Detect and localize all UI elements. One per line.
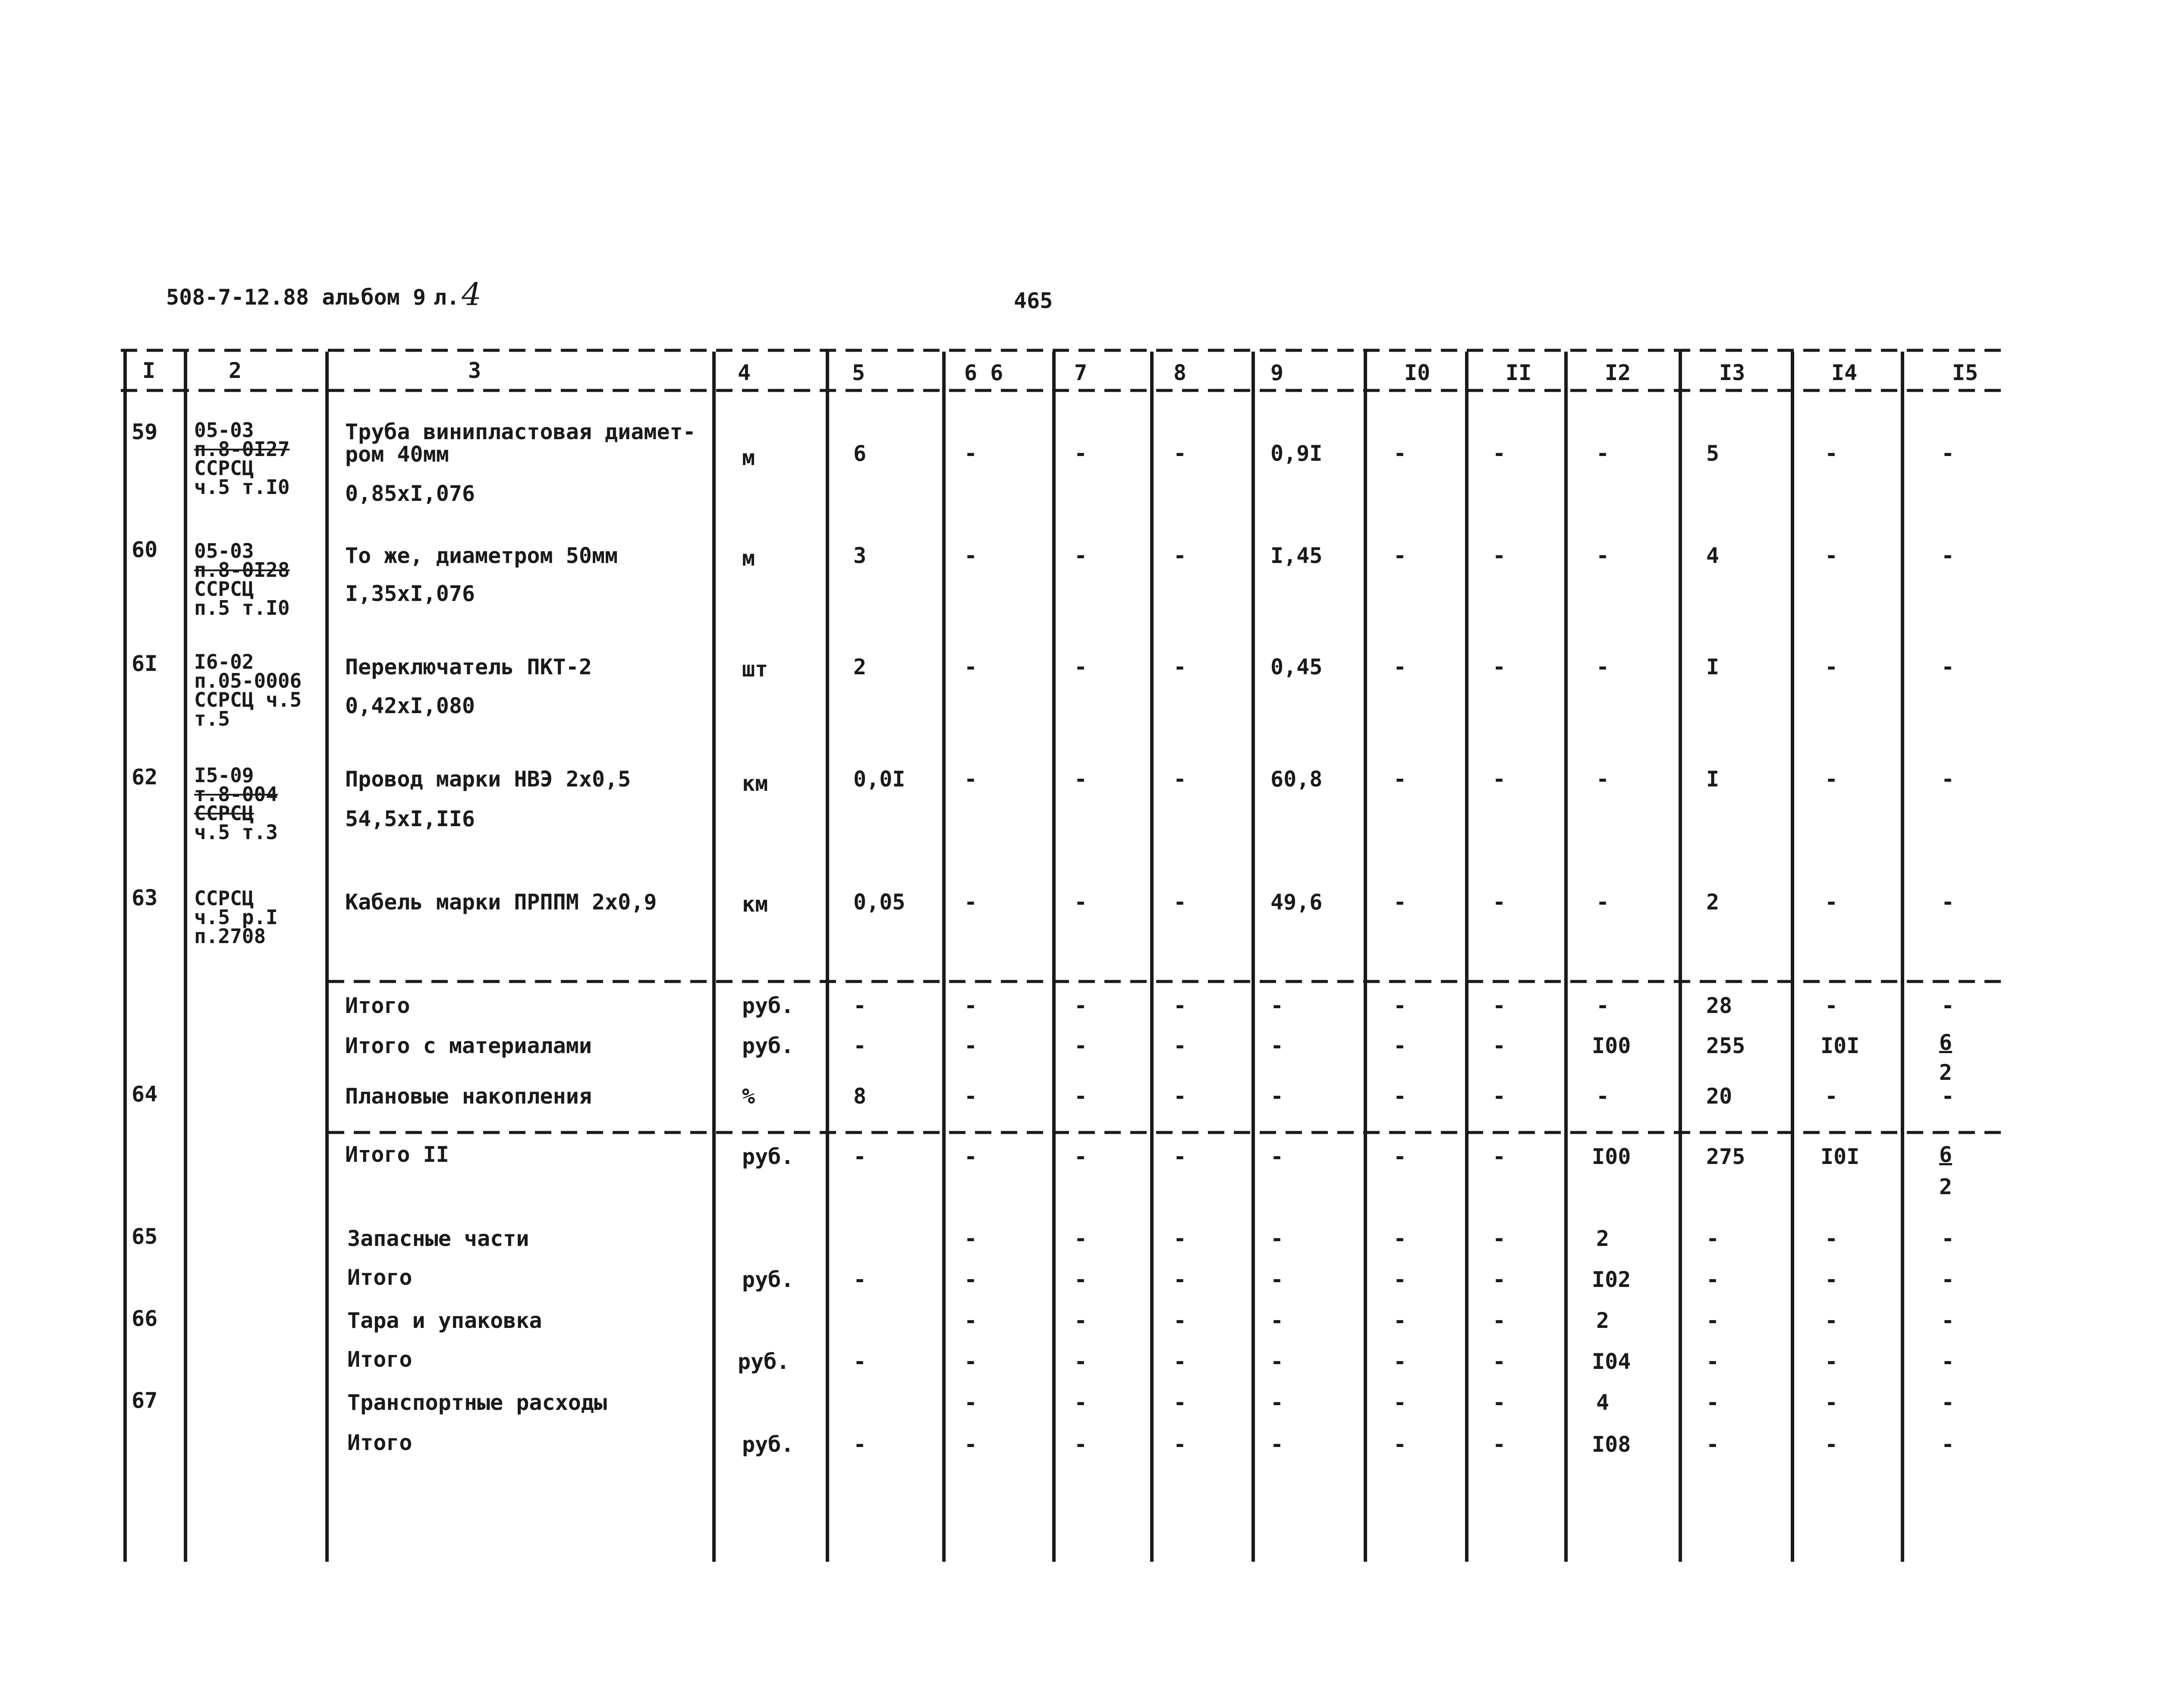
cell-col14: - (1825, 767, 1838, 792)
cell-col10: - (1393, 767, 1407, 792)
summary-label: Плановые накопления (345, 1084, 592, 1109)
row-number: 59 (132, 419, 158, 444)
col-header-6: 6 6 (964, 360, 1003, 385)
summary-col6: - (964, 1226, 978, 1251)
summary-col15: - (1941, 1390, 1955, 1415)
cell-col10: - (1393, 441, 1407, 466)
item-formula: 0,85хI,076 (345, 481, 475, 506)
summary-col10: - (1393, 993, 1407, 1018)
cell-col6: - (964, 543, 978, 568)
summary-col10: - (1393, 1432, 1407, 1457)
cell-col6: - (964, 767, 978, 792)
cell-col7: - (1074, 441, 1088, 466)
summary-col8: - (1173, 1267, 1187, 1292)
summary-col7: - (1074, 993, 1088, 1018)
cell-col7: - (1074, 767, 1088, 792)
summary-col10: - (1393, 1267, 1407, 1292)
summary-label: Итого II (345, 1142, 449, 1167)
cell-col15: - (1941, 890, 1955, 915)
summary-unit: руб. (742, 993, 794, 1018)
summary-col11: - (1493, 1308, 1506, 1333)
item-quantity: 0,05 (853, 890, 906, 915)
summary-col5: - (853, 1144, 867, 1169)
summary-label: Тара и упаковка (347, 1308, 542, 1333)
summary-col15-top: 6 (1939, 1142, 1953, 1167)
summary-col9: - (1270, 1308, 1284, 1333)
cell-col15: - (1941, 654, 1955, 679)
summary-col12: - (1596, 1084, 1610, 1109)
cell-col14: - (1825, 441, 1838, 466)
summary-col14: - (1825, 1308, 1838, 1333)
cell-col12: - (1596, 543, 1610, 568)
item-formula: 0,42хI,080 (345, 693, 475, 718)
summary-col14: - (1825, 993, 1838, 1018)
cell-col14: - (1825, 890, 1838, 915)
summary-col7: - (1074, 1390, 1088, 1415)
summary-col13: 275 (1706, 1144, 1745, 1169)
col-header-9: 9 (1270, 360, 1284, 385)
summary-col7: - (1074, 1308, 1088, 1333)
cell-col13: 4 (1706, 543, 1720, 568)
summary-col15: - (1941, 993, 1955, 1018)
cell-col9: 0,9I (1270, 441, 1323, 466)
summary-col12: - (1596, 993, 1610, 1018)
col-header-15: I5 (1952, 360, 1978, 385)
item-name: Кабель марки ПРППМ 2х0,9 (345, 890, 657, 915)
cell-col7: - (1074, 890, 1088, 915)
summary-col6: - (964, 993, 978, 1018)
summary-col15: - (1941, 1308, 1955, 1333)
cell-col11: - (1493, 767, 1506, 792)
row-number: 6I (132, 651, 158, 676)
summary-col8: - (1173, 1432, 1187, 1457)
cell-col10: - (1393, 890, 1407, 915)
summary-col5: - (853, 1267, 867, 1292)
summary-col15-bottom: 2 (1939, 1060, 1953, 1085)
col-header-11: II (1506, 360, 1532, 385)
cell-col7: - (1074, 654, 1088, 679)
row-number: 67 (132, 1388, 158, 1413)
item-code: 05-03 п.8-0I27 ССРСЦ ч.5 т.I0 (194, 418, 290, 499)
summary-col12: 2 (1596, 1308, 1610, 1333)
summary-col6: - (964, 1144, 978, 1169)
cell-col10: - (1393, 654, 1407, 679)
summary-col6: - (964, 1390, 978, 1415)
summary-col15: - (1941, 1267, 1955, 1292)
cell-col15: - (1941, 543, 1955, 568)
cell-col6: - (964, 441, 978, 466)
summary-col11: - (1493, 1144, 1506, 1169)
summary-col9: - (1270, 1432, 1284, 1457)
summary-col12: I08 (1592, 1432, 1631, 1457)
cell-col8: - (1173, 441, 1187, 466)
item-code: ССРСЦ ч.5 р.I п.2708 (194, 887, 278, 948)
item-quantity: 0,0I (853, 767, 906, 792)
summary-col13: - (1706, 1308, 1720, 1333)
item-quantity: 6 (853, 441, 867, 466)
col-header-3: 3 (468, 358, 481, 383)
summary-label: Запасные части (347, 1226, 529, 1251)
item-code: I5-09 т.8-004 ССРСЦ ч.5 т.3 (194, 764, 278, 844)
summary-col13: - (1706, 1226, 1720, 1251)
summary-col5: - (853, 1432, 867, 1457)
cell-col8: - (1173, 767, 1187, 792)
item-name: То же, диаметром 50мм (345, 543, 618, 568)
summary-col15: - (1941, 1084, 1955, 1109)
summary-label: Итого (347, 1430, 412, 1455)
summary-unit: руб. (742, 1267, 794, 1292)
summary-col10: - (1393, 1226, 1407, 1251)
row-number: 60 (132, 537, 158, 562)
summary-col5: - (853, 993, 867, 1018)
summary-col11: - (1493, 1267, 1506, 1292)
col-header-14: I4 (1831, 360, 1858, 385)
cell-col8: - (1173, 543, 1187, 568)
summary-col14: I0I (1821, 1033, 1860, 1058)
cell-col13: 5 (1706, 441, 1720, 466)
cell-col6: - (964, 890, 978, 915)
summary-col8: - (1173, 1144, 1187, 1169)
summary-label: Итого с материалами (345, 1033, 592, 1058)
item-code: 05-03 п.8-0I28 ССРСЦ п.5 т.I0 (194, 539, 290, 620)
summary-col9: - (1270, 1144, 1284, 1169)
summary-col13: - (1706, 1349, 1720, 1374)
cell-col13: I (1706, 767, 1720, 792)
summary-col12: I00 (1592, 1033, 1631, 1058)
cell-col13: I (1706, 654, 1720, 679)
summary-col12: I02 (1592, 1267, 1631, 1292)
summary-col5: - (853, 1033, 867, 1058)
summary-col9: - (1270, 1390, 1284, 1415)
summary-col7: - (1074, 1144, 1088, 1169)
summary-col8: - (1173, 1226, 1187, 1251)
sheet-number-handwritten: 4 (462, 276, 481, 312)
cell-col12: - (1596, 654, 1610, 679)
summary-col12: I00 (1592, 1144, 1631, 1169)
col-header-8: 8 (1173, 360, 1187, 385)
summary-col15: - (1941, 1432, 1955, 1457)
item-name: Труба винипластовая диамет- ром 40мм (345, 419, 696, 467)
summary-label: Итого (347, 1347, 412, 1372)
summary-unit: руб. (742, 1033, 794, 1058)
summary-col8: - (1173, 1349, 1187, 1374)
item-quantity: 2 (853, 654, 867, 679)
item-unit: м (742, 445, 755, 470)
cell-col11: - (1493, 654, 1506, 679)
cell-col11: - (1493, 441, 1506, 466)
summary-col10: - (1393, 1390, 1407, 1415)
summary-label: Итого (347, 1265, 412, 1290)
cell-col6: - (964, 654, 978, 679)
cell-col12: - (1596, 767, 1610, 792)
summary-col14: - (1825, 1267, 1838, 1292)
summary-col10: - (1393, 1144, 1407, 1169)
col-header-4: 4 (738, 360, 751, 385)
cell-col12: - (1596, 890, 1610, 915)
cell-col8: - (1173, 654, 1187, 679)
summary-col13: - (1706, 1390, 1720, 1415)
cell-col15: - (1941, 441, 1955, 466)
cell-col14: - (1825, 654, 1838, 679)
summary-col11: - (1493, 1226, 1506, 1251)
summary-col6: - (964, 1432, 978, 1457)
col-header-12: I2 (1605, 360, 1631, 385)
summary-col13: - (1706, 1267, 1720, 1292)
summary-col5: 8 (853, 1084, 867, 1109)
summary-col7: - (1074, 1432, 1088, 1457)
summary-col14: - (1825, 1390, 1838, 1415)
item-name: Провод марки НВЭ 2х0,5 (345, 767, 631, 792)
col-header-1: I (142, 358, 156, 383)
col-header-2: 2 (229, 358, 242, 383)
summary-col14: - (1825, 1349, 1838, 1374)
col-header-7: 7 (1074, 360, 1088, 385)
summary-col8: - (1173, 993, 1187, 1018)
summary-col15: - (1941, 1226, 1955, 1251)
summary-label: Транспортные расходы (347, 1390, 607, 1415)
summary-col13: 28 (1706, 993, 1733, 1018)
cell-col15: - (1941, 767, 1955, 792)
summary-col13: - (1706, 1432, 1720, 1457)
col-header-10: I0 (1404, 360, 1431, 385)
summary-col13: 20 (1706, 1084, 1733, 1109)
sheet-label: л. (434, 285, 460, 310)
item-unit: м (742, 546, 755, 571)
summary-col8: - (1173, 1033, 1187, 1058)
cell-col8: - (1173, 890, 1187, 915)
summary-col13: 255 (1706, 1033, 1745, 1058)
item-unit: км (742, 892, 768, 917)
summary-col11: - (1493, 1432, 1506, 1457)
summary-col7: - (1074, 1267, 1088, 1292)
cell-col10: - (1393, 543, 1407, 568)
row-number: 64 (132, 1082, 158, 1107)
row-number: 66 (132, 1306, 158, 1331)
item-formula: 54,5хI,II6 (345, 806, 475, 831)
summary-col7: - (1074, 1226, 1088, 1251)
document-reference: 508-7-12.88 альбом 9 (166, 285, 426, 310)
summary-col11: - (1493, 1390, 1506, 1415)
summary-col9: - (1270, 1349, 1284, 1374)
item-code: I6-02 п.05-0006 ССРСЦ ч.5 т.5 (194, 650, 302, 730)
summary-unit: руб. (742, 1432, 794, 1457)
summary-col9: - (1270, 1226, 1284, 1251)
summary-col12: 2 (1596, 1226, 1610, 1251)
summary-col5: - (853, 1349, 867, 1374)
item-unit: шт (742, 657, 768, 682)
summary-col10: - (1393, 1084, 1407, 1109)
item-name: Переключатель ПКТ-2 (345, 654, 592, 679)
col-header-5: 5 (852, 360, 865, 385)
summary-col11: - (1493, 1084, 1506, 1109)
summary-col14: - (1825, 1226, 1838, 1251)
cell-col9: 60,8 (1270, 767, 1323, 792)
summary-col14: I0I (1821, 1144, 1860, 1169)
summary-col12: 4 (1596, 1390, 1610, 1415)
summary-col12: I04 (1592, 1349, 1631, 1374)
row-number: 63 (132, 885, 158, 910)
summary-col8: - (1173, 1390, 1187, 1415)
summary-col7: - (1074, 1349, 1088, 1374)
summary-col6: - (964, 1349, 978, 1374)
summary-label: Итого (345, 993, 410, 1018)
summary-col9: - (1270, 993, 1284, 1018)
summary-unit: % (742, 1084, 755, 1109)
cell-col9: I,45 (1270, 543, 1323, 568)
cell-col11: - (1493, 890, 1506, 915)
summary-col9: - (1270, 1033, 1284, 1058)
cell-col14: - (1825, 543, 1838, 568)
item-quantity: 3 (853, 543, 867, 568)
cell-col11: - (1493, 543, 1506, 568)
summary-col6: - (964, 1033, 978, 1058)
summary-col9: - (1270, 1084, 1284, 1109)
summary-col7: - (1074, 1033, 1088, 1058)
cell-col13: 2 (1706, 890, 1720, 915)
summary-col11: - (1493, 1349, 1506, 1374)
row-number: 62 (132, 764, 158, 790)
summary-col14: - (1825, 1084, 1838, 1109)
summary-col8: - (1173, 1084, 1187, 1109)
summary-col15: - (1941, 1349, 1955, 1374)
summary-col11: - (1493, 993, 1506, 1018)
summary-col11: - (1493, 1033, 1506, 1058)
cell-col9: 49,6 (1270, 890, 1323, 915)
summary-col15-top: 6 (1939, 1030, 1953, 1055)
item-formula: I,35хI,076 (345, 581, 475, 606)
summary-col8: - (1173, 1308, 1187, 1333)
summary-col6: - (964, 1267, 978, 1292)
summary-col10: - (1393, 1033, 1407, 1058)
summary-col7: - (1074, 1084, 1088, 1109)
summary-col15-bottom: 2 (1939, 1174, 1953, 1199)
col-header-13: I3 (1719, 360, 1745, 385)
summary-col6: - (964, 1084, 978, 1109)
cell-col12: - (1596, 441, 1610, 466)
summary-col9: - (1270, 1267, 1284, 1292)
summary-col6: - (964, 1308, 978, 1333)
row-number: 65 (132, 1224, 158, 1249)
item-unit: км (742, 771, 768, 796)
cell-col9: 0,45 (1270, 654, 1323, 679)
summary-unit: руб. (738, 1349, 790, 1374)
summary-col14: - (1825, 1432, 1838, 1457)
summary-col10: - (1393, 1308, 1407, 1333)
summary-col10: - (1393, 1349, 1407, 1374)
cell-col7: - (1074, 543, 1088, 568)
page-number: 465 (1014, 288, 1053, 313)
summary-unit: руб. (742, 1144, 794, 1169)
